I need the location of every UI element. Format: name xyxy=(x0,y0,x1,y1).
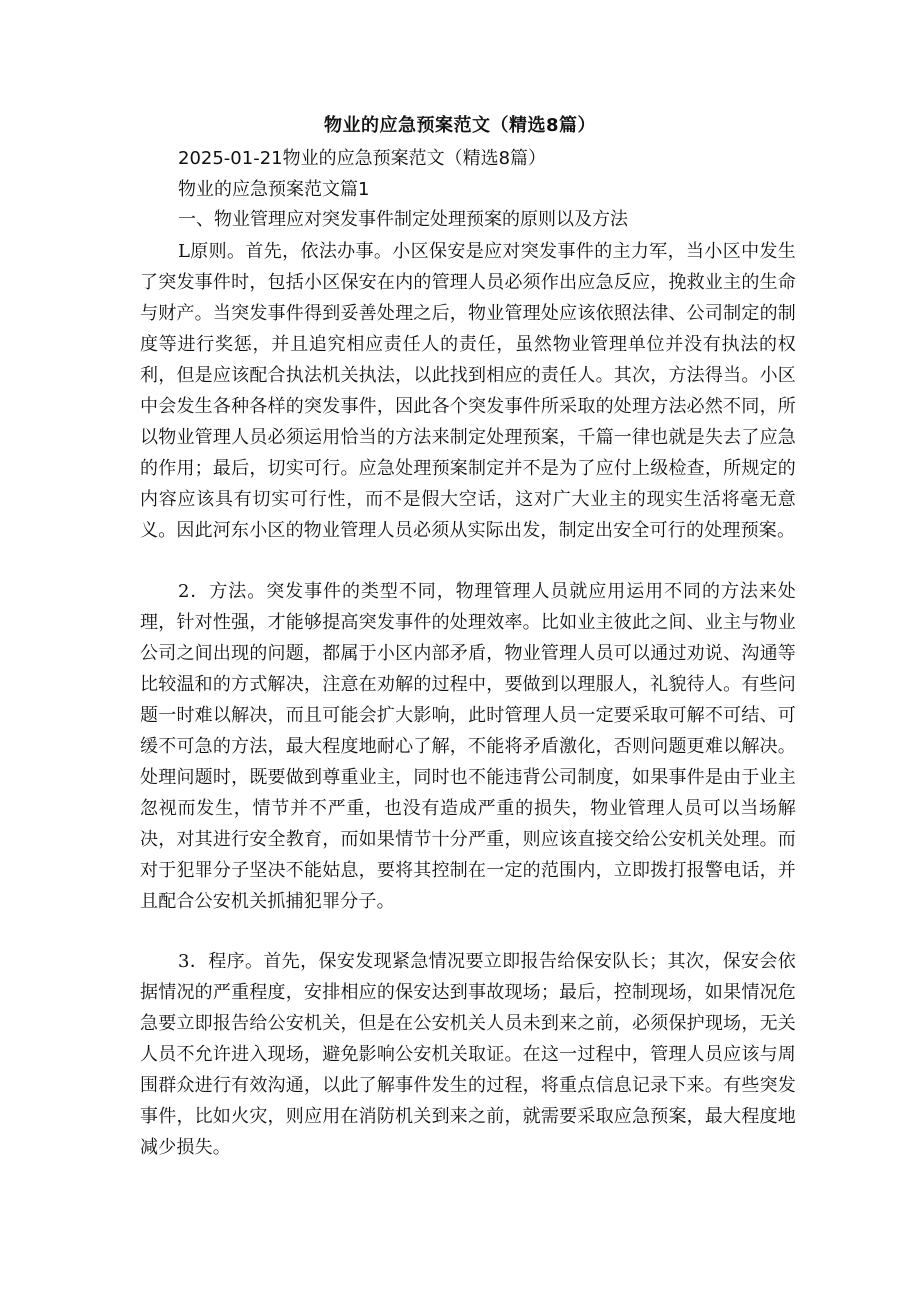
paragraph-principles: L原则。首先，依法办事。小区保安是应对突发事件的主力军，当小区中发生了突发事件时，包括小区保安在内的管理人员必须作出应急反应，挽救业主的生命与财产。当突发事件得到妥善处理之后，物业管理处应该依照法律、公司制定的制度等进行奖惩，并且追究相应责任人的责任，虽然物业管理单位并没有执法的权利，但是应该配合执法机关执法，以此找到相应的责任人。其次，方法得当。小区中会发生各种各样的突发事件，因此各个突发事件所采取的处理方法必然不同，所以物业管理人员必须运用恰当的方法来制定处理预案，千篇一律也就是失去了应急的作用；最后，切实可行。应急处理预案制定并不是为了应付上级检查，所规定的内容应该具有切实可行性，而不是假大空话，这对广大业主的现实生活将毫无意义。因此河东小区的物业管理人员必须从实际出发，制定出安全可行的处理预案。 xyxy=(140,241,796,541)
principles-heading: 一、物业管理应对突发事件制定处理预案的原则以及方法 xyxy=(178,209,628,230)
paragraph-procedure: 3．程序。首先，保安发现紧急情况要立即报告给保安队长；其次，保安会依据情况的严重程度，安排相应的保安达到事故现场；最后，控制现场，如果情况危急要立即报告给公安机关，但是在公安机关人员未到来之前，必须保护现场，无关人员不允许进入现场，避免影响公安机关取证。在这一过程中，管理人员应该与周围群众进行有效沟通，以此了解事件发生的过程，将重点信息记录下来。有些突发事件，比如火灾，则应用在消防机关到来之前，就需要采取应急预案，最大程度地减少损失。 xyxy=(140,951,796,1158)
paragraph-methods: 2．方法。突发事件的类型不同，物理管理人员就应用运用不同的方法来处理，针对性强，才能够提高突发事件的处理效率。比如业主彼此之间、业主与物业公司之间出现的问题，都属于小区内部矛盾，物业管理人员可以通过劝说、沟通等比较温和的方式解决，注意在劝解的过程中，要做到以理服人，礼貌待人。有些问题一时难以解决，而且可能会扩大影响，此时管理人员一定要采取可解不可结、可缓不可急的方法，最大程度地耐心了解，不能将矛盾激化，否则问题更难以解决。处理问题时，既要做到尊重业主，同时也不能违背公司制度，如果事件是由于业主忽视而发生，情节并不严重，也没有造成严重的损失，物业管理人员可以当场解决，对其进行安全教育，而如果情节十分严重，则应该直接交给公安机关处理。而对于犯罪分子坚决不能姑息，要将其控制在一定的范围内，立即拨打报警电话，并且配合公安机关抓捕犯罪分子。 xyxy=(140,581,796,912)
document-title: 物业的应急预案范文（精选8篇） xyxy=(323,115,597,136)
date-title-line: 2025-01-21物业的应急预案范文（精选8篇） xyxy=(178,148,547,169)
section-title: 物业的应急预案范文篇1 xyxy=(178,179,370,200)
